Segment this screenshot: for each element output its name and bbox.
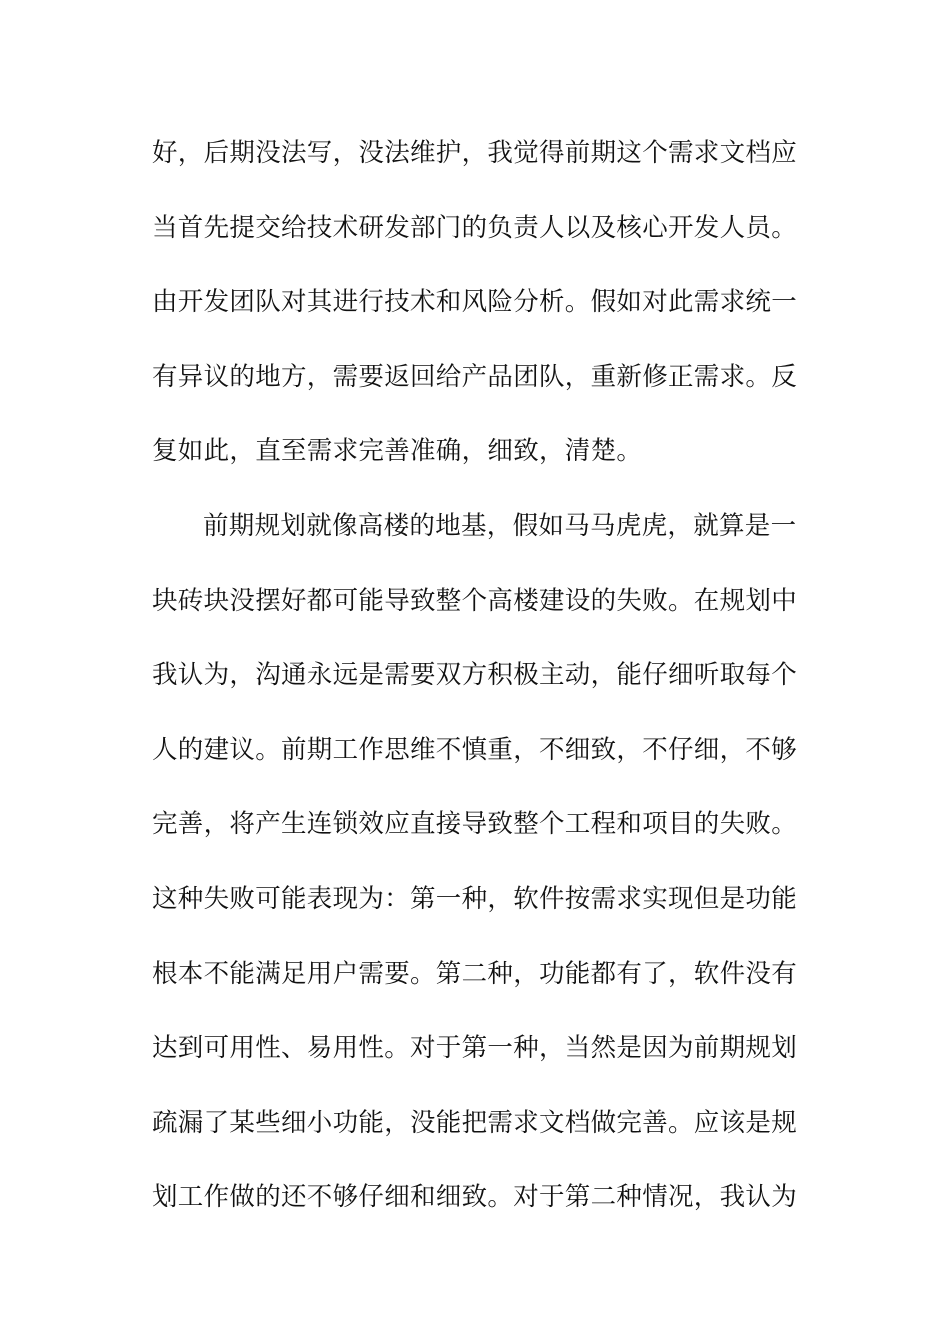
paragraph-start-line: 前期规划就像高楼的地基，假如马马虎虎，就算是一 — [203, 510, 797, 541]
text-line: 划工作做的还不够仔细和细致。对于第二种情况，我认为 — [152, 1182, 798, 1213]
text-line: 疏漏了某些细小功能，没能把需求文档做完善。应该是规 — [152, 1107, 798, 1138]
text-line: 复如此，直至需求完善准确，细致，清楚。 — [152, 436, 643, 467]
text-line: 人的建议。前期工作思维不慎重，不细致，不仔细，不够 — [152, 734, 798, 765]
text-line: 当首先提交给技术研发部门的负责人以及核心开发人员。 — [152, 212, 798, 243]
text-line: 块砖块没摆好都可能导致整个高楼建设的失败。在规划中 — [152, 585, 798, 616]
text-line: 好，后期没法写，没法维护，我觉得前期这个需求文档应 — [152, 138, 798, 168]
text-line: 这种失败可能表现为：第一种，软件按需求实现但是功能 — [152, 883, 798, 914]
text-line: 达到可用性、易用性。对于第一种，当然是因为前期规划 — [152, 1033, 798, 1064]
text-line: 有异议的地方，需要返回给产品团队，重新修正需求。反 — [152, 361, 798, 392]
text-line: 我认为，沟通永远是需要双方积极主动，能仔细听取每个 — [152, 660, 798, 691]
body-text — [152, 126, 798, 1245]
text-line: 由开发团队对其进行技术和风险分析。假如对此需求统一 — [152, 287, 798, 318]
text-line: 根本不能满足用户需要。第二种，功能都有了，软件没有 — [152, 958, 798, 989]
text-line: 完善，将产生连锁效应直接导致整个工程和项目的失败。 — [152, 809, 798, 840]
